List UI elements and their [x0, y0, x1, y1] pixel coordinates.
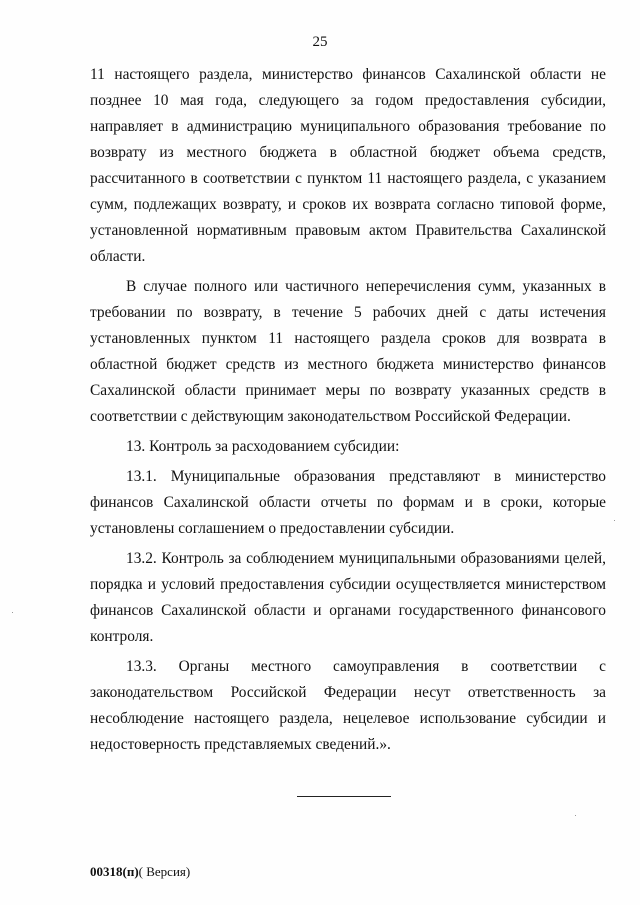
paragraph-13-3: 13.3. Органы местного самоуправления в соответствии с законодательством Российской Федерации несут ответственность за несоблюдение настоящего раздела, нецелевое использование субсидии и недостоверность представляемых сведений.». [90, 658, 606, 753]
scan-speck [12, 612, 13, 613]
document-code-footer [90, 864, 190, 880]
paragraph-non-transfer-measures: В случае полного или частичного неперечисления сумм, указанных в требовании по возврату, в течение 5 рабочих дней с даты истечения установленных пунктом 11 настоящего раздела сроков для возврата в областной бюджет средств из местного бюджета министерство финансов Сахалинской области принимает меры по возврату указанных средств в соответствии с действующим законодательством Российской Федерации. [90, 278, 606, 425]
document-body [90, 62, 606, 758]
page-number: 25 [312, 34, 328, 50]
end-separator-line [297, 796, 391, 797]
scan-speck [614, 520, 615, 521]
paragraph-13-2: 13.2. Контроль за соблюдением муниципальными образованиями целей, порядка и условий предоставления субсидии осуществляется министерством финансов Сахалинской области и органами государственного финансового контроля. [90, 550, 606, 645]
document-number: 00318(п) [90, 864, 139, 879]
version-label: ( Версия) [138, 864, 191, 879]
paragraph-return-requirement: 11 настоящего раздела, министерство финансов Сахалинской области не позднее 10 мая года, следующего за годом предоставления субсидии, направляет в администрацию муниципального образования требование по возврату из местного бюджета в областной бюджет объема средств, рассчитанного в соответствии с пунктом 11 настоящего раздела, с указанием сумм, подлежащих возврату, и сроков их возврата согласно типовой форме, установленной нормативным правовым актом Правительства Сахалинской области. [90, 66, 606, 265]
paragraph-13-1: 13.1. Муниципальные образования представляют в министерство финансов Сахалинской области отчеты по формам и в сроки, которые установлены соглашением о предоставлении субсидии. [90, 468, 606, 537]
paragraph-13-heading: 13. Контроль за расходованием субсидии: [126, 438, 400, 455]
scan-speck [575, 815, 576, 816]
